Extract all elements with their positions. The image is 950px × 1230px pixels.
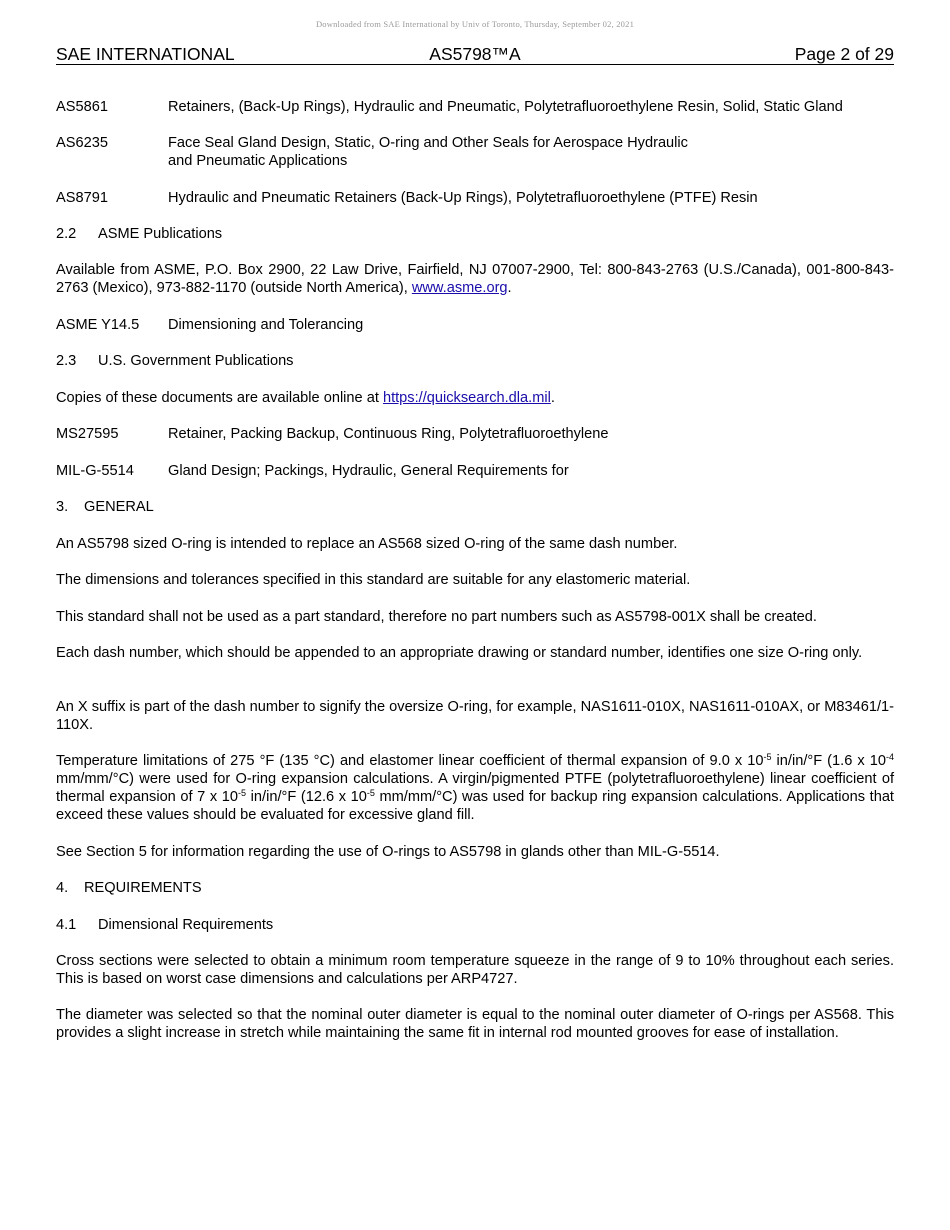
header-page-number: Page 2 of 29 [794, 44, 894, 64]
section-title: U.S. Government Publications [98, 353, 294, 369]
section-title: REQUIREMENTS [84, 880, 202, 896]
reference-description: Hydraulic and Pneumatic Retainers (Back-Up Rings), Polytetrafluoroethylene (PTFE) Resin [168, 190, 758, 206]
reference-entry [56, 98, 894, 116]
paragraph-text: Copies of these documents are available online at [56, 390, 383, 406]
asme-website-link[interactable]: www.asme.org [411, 280, 508, 296]
section-number: 2.3 [56, 353, 77, 369]
reference-code: MIL-G-5514 [56, 463, 134, 479]
reference-description: Gland Design; Packings, Hydraulic, General Requirements for [168, 463, 569, 479]
reference-entry [56, 462, 894, 480]
paragraph: The dimensions and tolerances specified in this standard are suitable for any elastomeric material. [56, 572, 691, 588]
header-doc-id: AS5798™A [429, 44, 521, 64]
reference-entry [56, 134, 894, 170]
section-number: 2.2 [56, 226, 77, 242]
thermal-expansion-paragraph [56, 752, 894, 824]
paragraph: The diameter was selected so that the nominal outer diameter is equal to the nominal outer diameter of O-rings per AS568. This provides a slight increase in stretch while maintaining the same fit in internal rod mounted grooves for ease of installation. [56, 1007, 894, 1041]
section-heading-2-2 [56, 225, 894, 243]
reference-code: MS27595 [56, 426, 119, 442]
paragraph-text: Available from ASME, P.O. Box 2900, 22 Law Drive, Fairfield, NJ 07007-2900, Tel: 800-843-2763 (U.S./Canada), 001-800-843-2763 (Mexico), 973-882-1170 (outside North America), [56, 262, 894, 296]
reference-description [168, 134, 894, 170]
page-header [56, 44, 894, 65]
paragraph-text: in/in/°F (1.6 x 10 [771, 753, 886, 769]
reference-description: Retainers, (Back-Up Rings), Hydraulic and Pneumatic, Polytetrafluoroethylene Resin, Solid, Static Gland [168, 99, 843, 115]
reference-description: Retainer, Packing Backup, Continuous Ring, Polytetrafluoroethylene [168, 426, 609, 442]
government-availability-paragraph [56, 389, 894, 407]
paragraph: An AS5798 sized O-ring is intended to replace an AS568 sized O-ring of the same dash number. [56, 536, 678, 552]
exponent: -5 [366, 788, 375, 798]
reference-code: AS6235 [56, 135, 108, 151]
section-number: 4. [56, 880, 69, 896]
download-watermark: Downloaded from SAE International by Univ of Toronto, Thursday, September 02, 2021 [315, 19, 635, 29]
exponent: -5 [763, 752, 772, 762]
reference-description: Dimensioning and Tolerancing [168, 317, 364, 333]
section-number: 3. [56, 499, 69, 515]
section-heading-4-1 [56, 916, 894, 934]
paragraph-text: . [550, 390, 555, 406]
section-title: ASME Publications [98, 226, 223, 242]
quicksearch-link[interactable]: https://quicksearch.dla.mil [382, 390, 551, 406]
section-heading-2-3 [56, 352, 894, 370]
reference-code: ASME Y14.5 [56, 317, 140, 333]
reference-code: AS5861 [56, 99, 108, 115]
reference-description-line: and Pneumatic Applications [168, 153, 348, 169]
section-heading-4 [56, 879, 894, 897]
exponent: -5 [238, 788, 247, 798]
paragraph: See Section 5 for information regarding the use of O-rings to AS5798 in glands other than MIL-G-5514. [56, 844, 720, 860]
header-org: SAE INTERNATIONAL [56, 44, 235, 64]
reference-entry [56, 189, 894, 207]
asme-availability-paragraph [56, 261, 894, 297]
paragraph: This standard shall not be used as a part standard, therefore no part numbers such as AS5798-001X shall be created. [56, 609, 817, 625]
section-title: Dimensional Requirements [98, 917, 274, 933]
paragraph: Each dash number, which should be appended to an appropriate drawing or standard number, identifies one size O-ring only. [56, 645, 863, 661]
reference-description-line: Face Seal Gland Design, Static, O-ring and Other Seals for Aerospace Hydraulic [168, 135, 688, 151]
reference-entry [56, 425, 894, 443]
section-heading-3 [56, 498, 894, 516]
paragraph-text: mm/mm/°C) were used for O-ring expansion calculations. A virgin/pigmented PTFE (polytetrafluoroethylene) linear coefficient of thermal expansion of 7 x 10 [56, 771, 894, 805]
paragraph: Cross sections were selected to obtain a minimum room temperature squeeze in the range of 9 to 10% throughout each series. This is based on worst case dimensions and calculations per ARP4727. [56, 953, 894, 987]
paragraph-text: Temperature limitations of 275 °F (135 °C) and elastomer linear coefficient of thermal expansion of 9.0 x 10 [56, 753, 764, 769]
paragraph-text: mm/mm/°C) was used for backup ring expansion calculations. Applications that exceed these values should be evaluated for excessive gland fill. [56, 789, 894, 823]
paragraph-text: in/in/°F (12.6 x 10 [246, 789, 367, 805]
paragraph-text: . [507, 280, 512, 296]
reference-entry [56, 316, 894, 334]
paragraph: An X suffix is part of the dash number to signify the oversize O-ring, for example, NAS1611-010X, NAS1611-010AX, or M83461/1-110X. [56, 699, 894, 733]
section-title: GENERAL [84, 499, 154, 515]
reference-code: AS8791 [56, 190, 108, 206]
section-number: 4.1 [56, 917, 77, 933]
exponent: -4 [885, 752, 894, 762]
